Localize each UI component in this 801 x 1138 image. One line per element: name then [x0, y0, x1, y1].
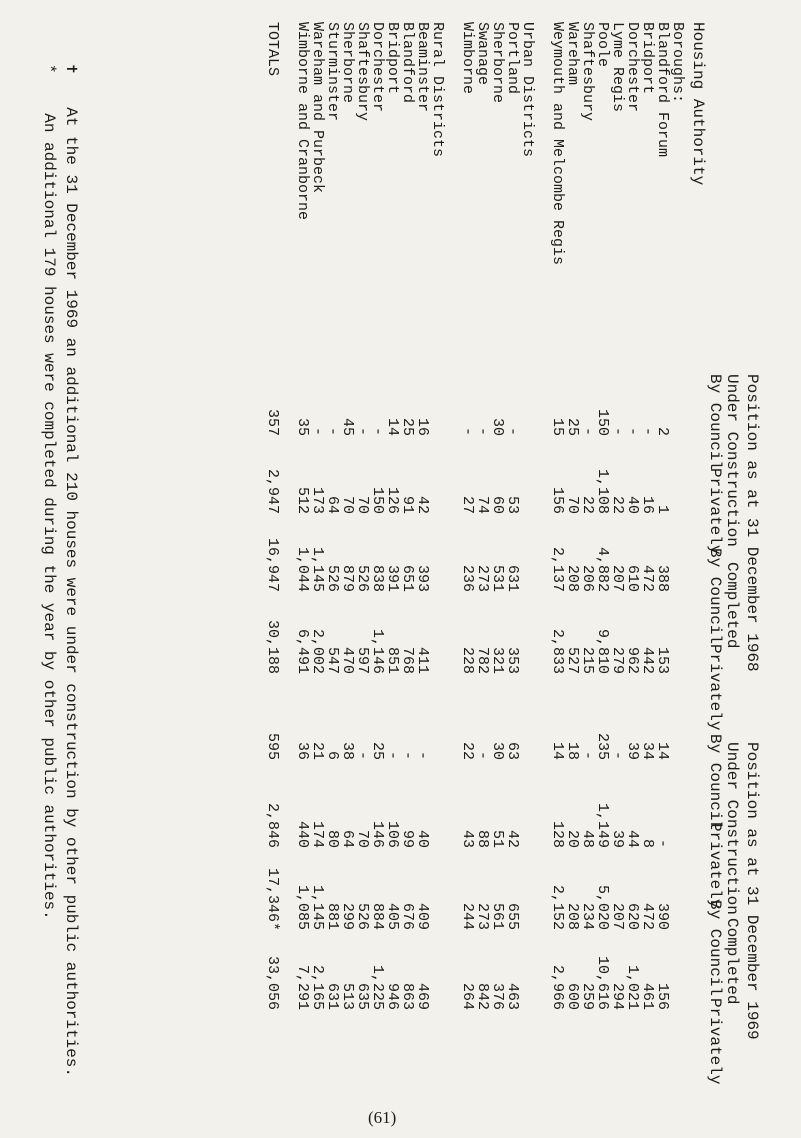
- cell-value: 22: [459, 741, 476, 760]
- cell-value: 1,021: [624, 964, 641, 1010]
- cell-value: -: [414, 750, 431, 760]
- cell-value: 21: [309, 741, 326, 760]
- cell-value: 10,616: [594, 955, 611, 1010]
- cell-value: 595: [264, 732, 281, 760]
- cell-value: 526: [354, 564, 371, 592]
- cell-value: 2,947: [264, 468, 281, 514]
- authority-name: Wareham and Purbeck: [309, 22, 326, 194]
- cell-value: 17,346*: [264, 868, 281, 932]
- cell-value: 14: [654, 741, 671, 760]
- cell-value: 174: [309, 820, 326, 848]
- cell-value: 279: [609, 646, 626, 674]
- cell-value: 45: [339, 417, 356, 436]
- cell-value: -: [384, 750, 401, 760]
- header-1969-uc-privately: Privately: [706, 822, 724, 909]
- cell-value: 1,145: [309, 546, 326, 592]
- authority-name: Swanage: [474, 22, 491, 86]
- cell-value: 156: [549, 486, 566, 514]
- cell-value: 48: [579, 829, 596, 848]
- authority-name: Portland: [504, 22, 521, 95]
- cell-value: 472: [639, 902, 656, 930]
- cell-value: 25: [369, 741, 386, 760]
- cell-value: 376: [489, 982, 506, 1010]
- cell-value: 39: [609, 829, 626, 848]
- cell-value: 44: [624, 829, 641, 848]
- authority-name: Boroughs:: [669, 22, 686, 104]
- cell-value: 8: [639, 838, 656, 848]
- authority-name: Bridport: [639, 22, 656, 95]
- header-1969-uc-council: By Council: [706, 734, 724, 831]
- authority-name: Urban Districts: [519, 22, 536, 158]
- cell-value: 768: [399, 646, 416, 674]
- cell-value: 39: [624, 741, 641, 760]
- cell-value: 40: [414, 829, 431, 848]
- authority-name: Lyme Regis: [609, 22, 626, 113]
- cell-value: 235: [594, 732, 611, 760]
- cell-value: 9,810: [594, 628, 611, 674]
- cell-value: 273: [474, 902, 491, 930]
- authority-name: Blandford: [399, 22, 416, 104]
- cell-value: 946: [384, 982, 401, 1010]
- cell-value: 526: [324, 564, 341, 592]
- header-1969-c-council: By Council: [706, 900, 724, 997]
- cell-value: 2,002: [309, 628, 326, 674]
- cell-value: 53: [504, 495, 521, 514]
- footnote-dagger-text: At the 31 December 1969 an additional 210 houses were under construction by other public authorities.: [62, 107, 80, 1078]
- authority-name: Sherborne: [489, 22, 506, 104]
- cell-value: 22: [579, 495, 596, 514]
- cell-value: 884: [369, 902, 386, 930]
- header-1969-c-privately: Privately: [706, 998, 724, 1085]
- cell-value: 64: [324, 495, 341, 514]
- cell-value: 651: [399, 564, 416, 592]
- cell-value: 526: [354, 902, 371, 930]
- cell-value: 299: [339, 902, 356, 930]
- cell-value: 150: [594, 408, 611, 436]
- cell-value: 43: [459, 829, 476, 848]
- cell-value: 25: [564, 417, 581, 436]
- cell-value: -: [579, 750, 596, 760]
- cell-value: 207: [609, 564, 626, 592]
- cell-value: 2,152: [549, 884, 566, 930]
- header-1968-under-construction: Under Construction: [723, 374, 741, 547]
- cell-value: 25: [399, 417, 416, 436]
- cell-value: 215: [579, 646, 596, 674]
- authority-name: Sherborne: [339, 22, 356, 104]
- cell-value: 150: [369, 486, 386, 514]
- cell-value: 513: [339, 982, 356, 1010]
- cell-value: 234: [579, 902, 596, 930]
- cell-value: -: [609, 426, 626, 436]
- cell-value: 851: [384, 646, 401, 674]
- authority-name: Rural Districts: [429, 22, 446, 158]
- cell-value: 676: [399, 902, 416, 930]
- cell-value: -: [474, 750, 491, 760]
- footnote-star: [40, 64, 58, 920]
- authority-name: Shaftesbury: [579, 22, 596, 122]
- cell-value: 461: [639, 982, 656, 1010]
- cell-value: 353: [504, 646, 521, 674]
- cell-value: 16: [414, 417, 431, 436]
- cell-value: 18: [564, 741, 581, 760]
- cell-value: -: [624, 426, 641, 436]
- cell-value: 70: [564, 495, 581, 514]
- cell-value: -: [459, 426, 476, 436]
- cell-value: 64: [339, 829, 356, 848]
- cell-value: 470: [339, 646, 356, 674]
- cell-value: -: [369, 426, 386, 436]
- cell-value: 2: [654, 426, 671, 436]
- cell-value: 273: [474, 564, 491, 592]
- cell-value: 208: [564, 564, 581, 592]
- cell-value: 70: [354, 495, 371, 514]
- cell-value: 547: [324, 646, 341, 674]
- header-1969-completed: Completed: [723, 918, 741, 1005]
- rotated-table-page: [0, 22, 770, 1112]
- cell-value: -: [324, 426, 341, 436]
- cell-value: 36: [294, 741, 311, 760]
- cell-value: 469: [414, 982, 431, 1010]
- cell-value: 70: [354, 829, 371, 848]
- cell-value: 631: [324, 982, 341, 1010]
- cell-value: 156: [654, 982, 671, 1010]
- cell-value: 14: [549, 741, 566, 760]
- cell-value: 597: [354, 646, 371, 674]
- cell-value: 88: [474, 829, 491, 848]
- authority-name: Dorchester: [624, 22, 641, 113]
- cell-value: 30: [489, 417, 506, 436]
- cell-value: 16,947: [264, 537, 281, 592]
- authority-name: Beaminster: [414, 22, 431, 113]
- authority-name: Blandford Forum: [654, 22, 671, 158]
- cell-value: 1,145: [309, 884, 326, 930]
- cell-value: -: [654, 838, 671, 848]
- page-number: (61): [368, 1108, 397, 1127]
- cell-value: -: [609, 750, 626, 760]
- cell-value: 1,085: [294, 884, 311, 930]
- cell-value: 411: [414, 646, 431, 674]
- cell-value: 207: [609, 902, 626, 930]
- cell-value: 2,833: [549, 628, 566, 674]
- cell-value: -: [639, 426, 656, 436]
- header-1969: Position as at 31 December 1969: [743, 742, 761, 1040]
- cell-value: 206: [579, 564, 596, 592]
- cell-value: 244: [459, 902, 476, 930]
- cell-value: 27: [459, 495, 476, 514]
- cell-value: 91: [399, 495, 416, 514]
- cell-value: 80: [324, 829, 341, 848]
- cell-value: 128: [549, 820, 566, 848]
- authority-name: TOTALS: [264, 22, 281, 77]
- cell-value: 472: [639, 564, 656, 592]
- authority-name: Poole: [594, 22, 611, 68]
- cell-value: 228: [459, 646, 476, 674]
- cell-value: 838: [369, 564, 386, 592]
- header-1968: Position as at 31 December 1968: [743, 374, 761, 672]
- cell-value: 51: [489, 829, 506, 848]
- cell-value: -: [474, 426, 491, 436]
- cell-value: 173: [309, 486, 326, 514]
- cell-value: 294: [609, 982, 626, 1010]
- cell-value: 259: [579, 982, 596, 1010]
- cell-value: 527: [564, 646, 581, 674]
- cell-value: 5,020: [594, 884, 611, 930]
- cell-value: 600: [564, 982, 581, 1010]
- cell-value: -: [399, 750, 416, 760]
- cell-value: 863: [399, 982, 416, 1010]
- cell-value: -: [354, 750, 371, 760]
- cell-value: 463: [504, 982, 521, 1010]
- header-1968-c-council: By Council: [706, 548, 724, 645]
- authority-name: Shaftesbury: [354, 22, 371, 122]
- cell-value: 70: [339, 495, 356, 514]
- cell-value: 42: [504, 829, 521, 848]
- cell-value: 35: [294, 417, 311, 436]
- col-housing-authority: Housing Authority: [689, 22, 707, 186]
- cell-value: 409: [414, 902, 431, 930]
- cell-value: 1,108: [594, 468, 611, 514]
- cell-value: 321: [489, 646, 506, 674]
- cell-value: 33,056: [264, 955, 281, 1010]
- cell-value: 106: [384, 820, 401, 848]
- cell-value: 610: [624, 564, 641, 592]
- cell-value: 34: [639, 741, 656, 760]
- cell-value: 631: [504, 564, 521, 592]
- header-1968-uc-council: By Council: [706, 374, 724, 471]
- cell-value: 208: [564, 902, 581, 930]
- cell-value: 635: [354, 982, 371, 1010]
- authority-name: Dorchester: [369, 22, 386, 113]
- cell-value: 2,165: [309, 964, 326, 1010]
- cell-value: 881: [324, 902, 341, 930]
- authority-name: Wimborne: [459, 22, 476, 95]
- cell-value: 236: [459, 564, 476, 592]
- cell-value: 357: [264, 408, 281, 436]
- cell-value: 390: [654, 902, 671, 930]
- footnote-star-text: An additional 179 houses were completed during the year by other public authorities.: [40, 113, 58, 920]
- cell-value: 512: [294, 486, 311, 514]
- cell-value: 2,137: [549, 546, 566, 592]
- cell-value: 30,188: [264, 619, 281, 674]
- cell-value: 63: [504, 741, 521, 760]
- cell-value: 962: [624, 646, 641, 674]
- footnote-dagger: [62, 64, 82, 1077]
- authority-name: Sturminster: [324, 22, 341, 122]
- cell-value: 1,225: [369, 964, 386, 1010]
- cell-value: 126: [384, 486, 401, 514]
- cell-value: 99: [399, 829, 416, 848]
- cell-value: 6,491: [294, 628, 311, 674]
- cell-value: 4,882: [594, 546, 611, 592]
- cell-value: 40: [624, 495, 641, 514]
- cell-value: -: [309, 426, 326, 436]
- cell-value: 405: [384, 902, 401, 930]
- cell-value: 1: [654, 504, 671, 514]
- cell-value: 22: [609, 495, 626, 514]
- cell-value: 879: [339, 564, 356, 592]
- cell-value: 2,966: [549, 964, 566, 1010]
- cell-value: 620: [624, 902, 641, 930]
- star-symbol: *: [40, 64, 58, 74]
- cell-value: 264: [459, 982, 476, 1010]
- cell-value: 153: [654, 646, 671, 674]
- cell-value: 655: [504, 902, 521, 930]
- cell-value: 15: [549, 417, 566, 436]
- cell-value: 20: [564, 829, 581, 848]
- cell-value: 146: [369, 820, 386, 848]
- header-1968-c-privately: Privately: [706, 644, 724, 731]
- cell-value: -: [504, 426, 521, 436]
- cell-value: 60: [489, 495, 506, 514]
- cell-value: 531: [489, 564, 506, 592]
- cell-value: 842: [474, 982, 491, 1010]
- cell-value: 561: [489, 902, 506, 930]
- cell-value: -: [354, 426, 371, 436]
- cell-value: 393: [414, 564, 431, 592]
- cell-value: 74: [474, 495, 491, 514]
- cell-value: 391: [384, 564, 401, 592]
- cell-value: 442: [639, 646, 656, 674]
- cell-value: 388: [654, 564, 671, 592]
- cell-value: 14: [384, 417, 401, 436]
- cell-value: 782: [474, 646, 491, 674]
- cell-value: 6: [324, 750, 341, 760]
- authority-name: Wareham: [564, 22, 581, 86]
- cell-value: 30: [489, 741, 506, 760]
- cell-value: 1,146: [369, 628, 386, 674]
- cell-value: -: [579, 426, 596, 436]
- cell-value: 38: [339, 741, 356, 760]
- authority-name: Weymouth and Melcombe Regis: [549, 22, 566, 266]
- authority-name: Bridport: [384, 22, 401, 95]
- cell-value: 2,846: [264, 802, 281, 848]
- header-1968-completed: Completed: [723, 562, 741, 649]
- cell-value: 7,291: [294, 964, 311, 1010]
- dagger-symbol: ✝: [62, 64, 80, 74]
- cell-value: 440: [294, 820, 311, 848]
- cell-value: 1,149: [594, 802, 611, 848]
- authority-name: Wimborne and Cranborne: [294, 22, 311, 221]
- cell-value: 42: [414, 495, 431, 514]
- cell-value: 16: [639, 495, 656, 514]
- header-1969-under-construction: Under Construction: [723, 742, 741, 915]
- header-1968-uc-privately: Privately: [706, 468, 724, 555]
- cell-value: 1,044: [294, 546, 311, 592]
